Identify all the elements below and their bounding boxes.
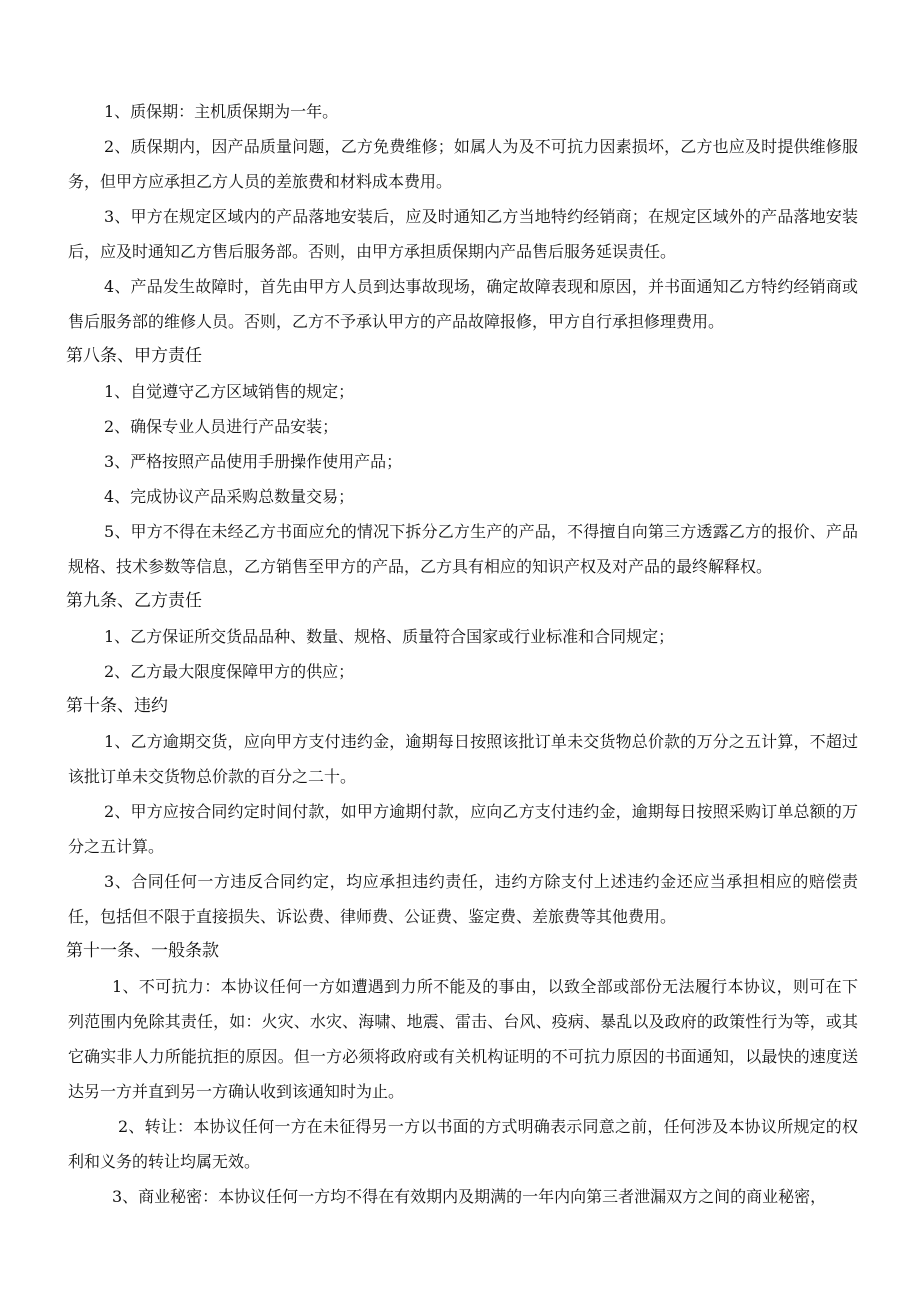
fault-report-paragraph: 4、产品发生故障时，首先由甲方人员到达事故现场，确定故障表现和原因，并书面通知乙方特约经销商或售后服务部的维修人员。否则，乙方不予承认甲方的产品故障报修，甲方自行承担修理费用。	[68, 277, 858, 331]
article-11-heading: 第十一条、一般条款	[66, 941, 219, 961]
article-9-heading: 第九条、乙方责任	[66, 591, 202, 611]
installation-notice-paragraph: 3、甲方在规定区域内的产品落地安装后，应及时通知乙方当地特约经销商；在规定区域外的产品落地安装后，应及时通知乙方售后服务部。否则，由甲方承担质保期内产品售后服务延误责任。	[68, 207, 858, 261]
article-9-item-1: 1、乙方保证所交货品品种、数量、规格、质量符合国家或行业标准和合同规定；	[104, 627, 675, 646]
article-8-item-3: 3、严格按照产品使用手册操作使用产品；	[104, 452, 403, 471]
article-8-item-2: 2、确保专业人员进行产品安装；	[104, 417, 339, 436]
article-8-item-5: 5、甲方不得在未经乙方书面应允的情况下拆分乙方生产的产品，不得擅自向第三方透露乙方的报价、产品规格、技术参数等信息，乙方销售至甲方的产品，乙方具有相应的知识产权及对产品的最终解释权。	[68, 522, 858, 576]
article-11-item-3: 3、商业秘密：本协议任何一方均不得在有效期内及期满的一年内向第三者泄漏双方之间的商业秘密，	[112, 1187, 827, 1206]
article-11-item-2: 2、转让：本协议任何一方在未征得另一方以书面的方式明确表示同意之前，任何涉及本协议所规定的权利和义务的转让均属无效。	[68, 1117, 858, 1171]
article-10-item-1: 1、乙方逾期交货，应向甲方支付违约金，逾期每日按照该批订单未交货物总价款的万分之五计算，不超过该批订单未交货物总价款的百分之二十。	[68, 732, 858, 786]
article-8-heading: 第八条、甲方责任	[66, 346, 202, 366]
article-10-heading: 第十条、违约	[66, 696, 168, 716]
article-11-item-1: 1、不可抗力：本协议任何一方如遭遇到力所不能及的事由，以致全部或部份无法履行本协议，则可在下列范围内免除其责任，如：火灾、水灾、海啸、地震、雷击、台风、疫病、暴乱以及政府的政策性行为等，或其它确实非人力所能抗拒的原因。但一方必须将政府或有关机构证明的不可抗力原因的书面通知，以最快的速度送达另一方并直到另一方确认收到该通知时为止。	[68, 977, 858, 1101]
warranty-period-paragraph: 1、质保期：主机质保期为一年。	[104, 102, 339, 121]
warranty-repair-paragraph: 2、质保期内，因产品质量问题，乙方免费维修；如属人为及不可抗力因素损坏，乙方也应及时提供维修服务，但甲方应承担乙方人员的差旅费和材料成本费用。	[68, 137, 858, 191]
article-10-item-3: 3、合同任何一方违反合同约定，均应承担违约责任，违约方除支付上述违约金还应当承担相应的赔偿责任，包括但不限于直接损失、诉讼费、律师费、公证费、鉴定费、差旅费等其他费用。	[68, 872, 858, 926]
article-8-item-4: 4、完成协议产品采购总数量交易；	[104, 487, 355, 506]
article-10-item-2: 2、甲方应按合同约定时间付款，如甲方逾期付款，应向乙方支付违约金，逾期每日按照采购订单总额的万分之五计算。	[68, 802, 858, 856]
article-8-item-1: 1、自觉遵守乙方区域销售的规定；	[104, 382, 355, 401]
article-9-item-2: 2、乙方最大限度保障甲方的供应；	[104, 662, 355, 681]
